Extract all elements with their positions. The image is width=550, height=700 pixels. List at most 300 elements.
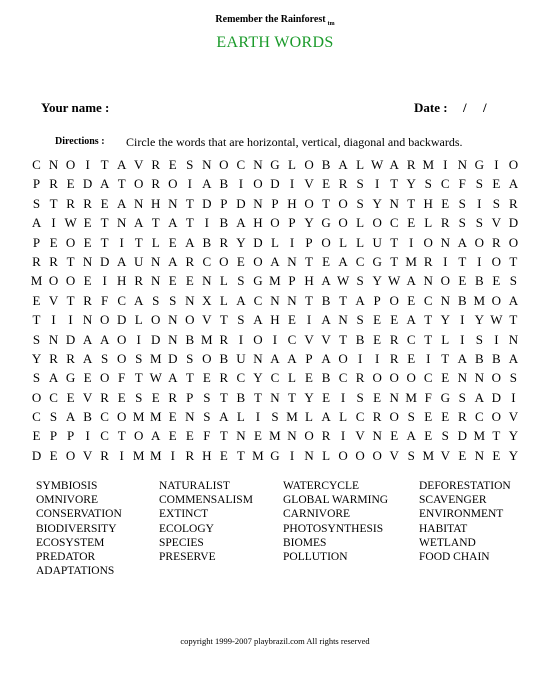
grid-letter[interactable]: C (100, 409, 109, 425)
grid-letter[interactable]: O (134, 428, 144, 444)
grid-letter[interactable]: S (356, 176, 364, 192)
grid-letter[interactable]: S (32, 370, 41, 386)
grid-letter[interactable]: H (304, 273, 314, 289)
grid-letter[interactable]: T (339, 292, 348, 308)
grid-letter[interactable]: E (83, 234, 92, 250)
grid-letter[interactable]: D (508, 215, 519, 231)
grid-letter[interactable]: T (49, 195, 58, 211)
grid-letter[interactable]: O (423, 234, 433, 250)
grid-letter[interactable]: C (389, 215, 399, 231)
grid-letter[interactable]: P (288, 273, 296, 289)
grid-letter[interactable]: I (460, 312, 465, 328)
grid-letter[interactable]: C (423, 370, 433, 386)
grid-letter[interactable]: M (30, 273, 43, 289)
grid-letter[interactable]: E (407, 350, 416, 366)
grid-letter[interactable]: I (357, 350, 363, 366)
grid-letter[interactable]: T (305, 253, 313, 269)
grid-letter[interactable]: Y (508, 428, 519, 444)
grid-letter[interactable]: I (170, 447, 175, 463)
grid-letter[interactable]: R (372, 409, 382, 425)
grid-letter[interactable]: W (388, 273, 401, 289)
grid-letter[interactable]: I (340, 389, 346, 405)
grid-letter[interactable]: O (389, 292, 399, 308)
grid-letter[interactable]: R (389, 331, 399, 347)
grid-letter[interactable]: I (460, 331, 465, 347)
grid-letter[interactable]: B (321, 292, 331, 308)
grid-letter[interactable]: O (372, 370, 382, 386)
grid-letter[interactable]: D (253, 234, 263, 250)
grid-letter[interactable]: C (474, 409, 484, 425)
grid-letter[interactable]: C (440, 176, 450, 192)
grid-letter[interactable]: O (99, 370, 110, 386)
grid-letter[interactable]: R (185, 253, 195, 269)
grid-letter[interactable]: O (253, 253, 263, 269)
grid-letter[interactable]: N (82, 253, 93, 269)
grid-letter[interactable]: S (101, 350, 109, 366)
grid-letter[interactable]: T (305, 292, 313, 308)
grid-letter[interactable]: L (236, 409, 245, 425)
grid-letter[interactable]: M (149, 409, 162, 425)
grid-letter[interactable]: H (253, 215, 263, 231)
grid-letter[interactable]: R (49, 253, 58, 269)
grid-letter[interactable]: E (100, 195, 109, 211)
grid-letter[interactable]: I (289, 234, 295, 250)
grid-letter[interactable]: I (426, 350, 431, 366)
grid-letter[interactable]: S (237, 273, 245, 289)
grid-letter[interactable]: S (492, 195, 500, 211)
grid-letter[interactable]: E (253, 428, 262, 444)
grid-letter[interactable]: R (440, 215, 450, 231)
grid-letter[interactable]: C (32, 409, 41, 425)
grid-letter[interactable]: R (83, 195, 92, 211)
grid-letter[interactable]: R (389, 350, 399, 366)
grid-letter[interactable]: N (440, 234, 450, 250)
grid-letter[interactable]: Y (406, 176, 416, 192)
grid-letter[interactable]: M (132, 447, 145, 463)
grid-letter[interactable]: O (151, 312, 161, 328)
grid-letter[interactable]: E (458, 447, 467, 463)
grid-letter[interactable]: I (136, 331, 141, 347)
grid-letter[interactable]: S (32, 331, 41, 347)
grid-letter[interactable]: N (474, 370, 485, 386)
grid-letter[interactable]: T (151, 215, 160, 231)
grid-letter[interactable]: C (423, 292, 433, 308)
grid-letter[interactable]: N (270, 389, 280, 405)
grid-letter[interactable]: A (99, 176, 110, 192)
grid-letter[interactable]: N (304, 447, 314, 463)
grid-letter[interactable]: Y (304, 389, 314, 405)
grid-letter[interactable]: O (134, 176, 144, 192)
grid-letter[interactable]: Y (372, 195, 382, 211)
grid-letter[interactable]: O (491, 370, 502, 386)
grid-letter[interactable]: D (168, 350, 178, 366)
grid-letter[interactable]: R (83, 292, 92, 308)
grid-letter[interactable]: C (202, 253, 212, 269)
grid-letter[interactable]: I (255, 409, 261, 425)
grid-letter[interactable]: O (116, 331, 127, 347)
grid-letter[interactable]: T (185, 370, 194, 386)
grid-letter[interactable]: T (66, 292, 75, 308)
grid-letter[interactable]: L (356, 215, 365, 231)
grid-letter[interactable]: I (51, 312, 56, 328)
grid-letter[interactable]: N (48, 157, 59, 172)
grid-letter[interactable]: S (424, 176, 432, 192)
grid-letter[interactable]: N (270, 292, 280, 308)
grid-letter[interactable]: V (491, 215, 502, 231)
grid-letter[interactable]: I (477, 195, 482, 211)
grid-letter[interactable]: E (185, 428, 194, 444)
grid-letter[interactable]: I (187, 176, 192, 192)
grid-letter[interactable]: W (149, 370, 162, 386)
grid-letter[interactable]: R (134, 273, 144, 289)
grid-letter[interactable]: M (405, 389, 417, 405)
grid-letter[interactable]: B (236, 389, 246, 405)
grid-letter[interactable]: E (492, 176, 501, 192)
grid-letter[interactable]: T (185, 195, 194, 211)
grid-letter[interactable]: I (119, 234, 124, 250)
grid-letter[interactable]: D (116, 312, 127, 328)
grid-letter[interactable]: A (168, 215, 178, 231)
grid-letter[interactable]: V (202, 312, 212, 328)
grid-letter[interactable]: N (202, 157, 212, 172)
grid-letter[interactable]: A (134, 292, 144, 308)
grid-letter[interactable]: T (134, 370, 143, 386)
grid-letter[interactable]: S (407, 447, 415, 463)
grid-letter[interactable]: O (491, 292, 502, 308)
grid-letter[interactable]: A (321, 273, 331, 289)
grid-letter[interactable]: O (31, 389, 42, 405)
grid-letter[interactable]: S (356, 312, 364, 328)
grid-letter[interactable]: L (424, 215, 433, 231)
grid-letter[interactable]: L (219, 273, 228, 289)
grid-letter[interactable]: N (389, 195, 399, 211)
grid-letter[interactable]: I (511, 389, 516, 405)
grid-letter[interactable]: F (118, 370, 126, 386)
grid-letter[interactable]: I (289, 176, 295, 192)
grid-letter[interactable]: M (132, 409, 145, 425)
grid-letter[interactable]: S (356, 389, 364, 405)
grid-letter[interactable]: A (508, 176, 519, 192)
grid-letter[interactable]: O (372, 215, 382, 231)
grid-letter[interactable]: S (271, 409, 279, 425)
grid-letter[interactable]: B (321, 370, 331, 386)
grid-letter[interactable]: A (508, 292, 519, 308)
grid-letter[interactable]: E (305, 370, 313, 386)
grid-letter[interactable]: N (389, 389, 399, 405)
grid-letter[interactable]: V (389, 447, 399, 463)
grid-letter[interactable]: N (287, 292, 297, 308)
grid-letter[interactable]: T (219, 312, 228, 328)
grid-letter[interactable]: G (440, 389, 450, 405)
grid-letter[interactable]: M (149, 447, 162, 463)
grid-letter[interactable]: A (82, 331, 93, 347)
grid-letter[interactable]: O (491, 253, 502, 269)
grid-letter[interactable]: A (219, 409, 229, 425)
grid-letter[interactable]: C (253, 292, 263, 308)
grid-letter[interactable]: E (219, 447, 228, 463)
grid-letter[interactable]: S (237, 312, 245, 328)
grid-letter[interactable]: C (49, 389, 58, 405)
grid-letter[interactable]: A (389, 157, 399, 172)
grid-letter[interactable]: E (373, 312, 382, 328)
grid-letter[interactable]: D (457, 428, 467, 444)
grid-letter[interactable]: B (355, 331, 365, 347)
grid-letter[interactable]: O (389, 409, 399, 425)
grid-letter[interactable]: O (168, 176, 178, 192)
grid-letter[interactable]: G (372, 253, 382, 269)
grid-letter[interactable]: G (270, 447, 280, 463)
grid-letter[interactable]: V (82, 389, 93, 405)
grid-letter[interactable]: F (458, 176, 466, 192)
grid-letter[interactable]: R (168, 389, 178, 405)
grid-letter[interactable]: A (82, 350, 93, 366)
grid-letter[interactable]: V (440, 447, 450, 463)
grid-letter[interactable]: I (306, 312, 312, 328)
grid-letter[interactable]: A (321, 350, 331, 366)
grid-letter[interactable]: N (168, 195, 178, 211)
grid-letter[interactable]: C (338, 370, 348, 386)
grid-letter[interactable]: B (219, 176, 229, 192)
grid-letter[interactable]: A (151, 428, 161, 444)
grid-letter[interactable]: P (49, 428, 58, 444)
grid-letter[interactable]: R (355, 370, 365, 386)
grid-letter[interactable]: G (270, 157, 280, 172)
grid-letter[interactable]: B (492, 350, 501, 366)
grid-letter[interactable]: N (457, 157, 467, 172)
grid-letter[interactable]: E (32, 292, 41, 308)
grid-letter[interactable]: R (100, 389, 109, 405)
grid-letter[interactable]: W (64, 215, 77, 231)
grid-letter[interactable]: N (338, 312, 348, 328)
grid-letter[interactable]: R (406, 157, 416, 172)
grid-letter[interactable]: E (424, 409, 433, 425)
grid-letter[interactable]: E (168, 428, 177, 444)
grid-letter[interactable]: S (509, 370, 517, 386)
grid-letter[interactable]: A (406, 273, 416, 289)
grid-letter[interactable]: O (65, 447, 76, 463)
grid-letter[interactable]: V (134, 157, 144, 172)
grid-letter[interactable]: A (406, 428, 416, 444)
grid-letter[interactable]: C (270, 370, 280, 386)
grid-letter[interactable]: E (441, 370, 450, 386)
grid-letter[interactable]: I (443, 253, 448, 269)
grid-letter[interactable]: L (356, 157, 365, 172)
grid-letter[interactable]: F (424, 389, 432, 405)
grid-letter[interactable]: E (407, 215, 416, 231)
grid-letter[interactable]: I (85, 157, 90, 172)
grid-letter[interactable]: T (339, 331, 348, 347)
grid-letter[interactable]: E (373, 331, 382, 347)
grid-letter[interactable]: O (508, 234, 519, 250)
grid-letter[interactable]: Y (372, 273, 382, 289)
grid-letter[interactable]: G (65, 370, 76, 386)
grid-letter[interactable]: E (236, 253, 245, 269)
grid-letter[interactable]: O (270, 215, 280, 231)
grid-letter[interactable]: A (202, 176, 212, 192)
grid-letter[interactable]: O (355, 447, 365, 463)
grid-letter[interactable]: N (82, 312, 93, 328)
grid-letter[interactable]: F (101, 292, 109, 308)
grid-letter[interactable]: E (288, 312, 296, 328)
grid-letter[interactable]: P (288, 215, 296, 231)
grid-letter[interactable]: A (287, 350, 297, 366)
grid-letter[interactable]: T (407, 195, 416, 211)
grid-letter[interactable]: L (441, 331, 450, 347)
grid-letter[interactable]: T (441, 350, 450, 366)
grid-letter[interactable]: T (253, 389, 262, 405)
grid-letter[interactable]: A (116, 157, 127, 172)
grid-letter[interactable]: S (458, 389, 466, 405)
grid-letter[interactable]: R (219, 234, 229, 250)
grid-letter[interactable]: C (117, 292, 126, 308)
grid-letter[interactable]: C (100, 428, 109, 444)
grid-letter[interactable]: O (389, 370, 399, 386)
grid-letter[interactable]: O (253, 176, 263, 192)
grid-letter[interactable]: T (219, 389, 228, 405)
grid-letter[interactable]: E (168, 273, 177, 289)
grid-letter[interactable]: A (321, 409, 331, 425)
grid-letter[interactable]: S (356, 273, 364, 289)
grid-letter[interactable]: I (238, 176, 244, 192)
grid-letter[interactable]: M (286, 409, 298, 425)
grid-letter[interactable]: O (440, 273, 450, 289)
grid-letter[interactable]: A (48, 370, 59, 386)
grid-letter[interactable]: T (288, 389, 296, 405)
grid-letter[interactable]: T (185, 215, 194, 231)
grid-letter[interactable]: S (509, 273, 517, 289)
grid-letter[interactable]: A (236, 215, 246, 231)
grid-letter[interactable]: A (457, 234, 467, 250)
grid-letter[interactable]: Y (31, 350, 42, 366)
grid-letter[interactable]: A (253, 312, 263, 328)
grid-letter[interactable]: I (68, 312, 73, 328)
grid-letter[interactable]: M (422, 157, 435, 172)
grid-letter[interactable]: B (185, 331, 195, 347)
grid-letter[interactable]: T (100, 157, 109, 172)
grid-letter[interactable]: S (458, 215, 466, 231)
grid-letter[interactable]: N (185, 292, 195, 308)
grid-letter[interactable]: O (202, 350, 212, 366)
grid-letter[interactable]: H (151, 195, 161, 211)
grid-letter[interactable]: T (117, 428, 126, 444)
grid-letter[interactable]: U (134, 253, 144, 269)
grid-letter[interactable]: O (491, 409, 502, 425)
grid-letter[interactable]: E (168, 157, 177, 172)
grid-letter[interactable]: I (204, 215, 209, 231)
grid-letter[interactable]: P (66, 428, 75, 444)
grid-letter[interactable]: E (424, 428, 433, 444)
grid-letter[interactable]: M (269, 428, 281, 444)
grid-letter[interactable]: S (441, 428, 449, 444)
grid-letter[interactable]: S (203, 389, 211, 405)
grid-letter[interactable]: G (474, 157, 485, 172)
grid-letter[interactable]: O (474, 234, 485, 250)
grid-letter[interactable]: O (99, 312, 110, 328)
grid-letter[interactable]: Y (304, 215, 314, 231)
grid-letter[interactable]: N (202, 273, 212, 289)
grid-letter[interactable]: U (236, 350, 246, 366)
grid-letter[interactable]: T (390, 176, 399, 192)
grid-letter[interactable]: A (355, 292, 365, 308)
grid-letter[interactable]: I (443, 157, 448, 172)
grid-letter[interactable]: N (508, 331, 519, 347)
grid-letter[interactable]: R (338, 176, 348, 192)
grid-letter[interactable]: B (83, 409, 92, 425)
grid-letter[interactable]: A (406, 312, 416, 328)
grid-letter[interactable]: X (202, 292, 212, 308)
grid-letter[interactable]: O (406, 370, 416, 386)
grid-letter[interactable]: N (134, 195, 144, 211)
grid-letter[interactable]: W (371, 157, 384, 172)
grid-letter[interactable]: R (66, 350, 75, 366)
grid-letter[interactable]: A (116, 195, 127, 211)
grid-letter[interactable]: D (236, 195, 246, 211)
grid-letter[interactable]: F (203, 428, 211, 444)
grid-letter[interactable]: T (236, 447, 245, 463)
grid-letter[interactable]: R (457, 409, 467, 425)
grid-letter[interactable]: T (424, 312, 433, 328)
grid-letter[interactable]: N (287, 253, 297, 269)
grid-letter[interactable]: E (168, 409, 177, 425)
grid-letter[interactable]: L (305, 409, 313, 425)
grid-letter[interactable]: D (270, 176, 280, 192)
grid-letter[interactable]: A (65, 409, 76, 425)
grid-letter[interactable]: T (117, 176, 126, 192)
grid-letter[interactable]: I (289, 447, 295, 463)
grid-letter[interactable]: P (32, 176, 41, 192)
grid-letter[interactable]: E (66, 389, 75, 405)
grid-letter[interactable]: O (372, 447, 382, 463)
grid-letter[interactable]: A (321, 312, 331, 328)
grid-letter[interactable]: M (473, 292, 486, 308)
grid-letter[interactable]: E (151, 389, 160, 405)
grid-letter[interactable]: S (135, 389, 143, 405)
grid-letter[interactable]: B (202, 234, 212, 250)
grid-letter[interactable]: N (457, 370, 467, 386)
grid-letter[interactable]: O (304, 428, 314, 444)
grid-letter[interactable]: M (149, 350, 162, 366)
grid-letter[interactable]: R (151, 157, 161, 172)
grid-letter[interactable]: E (202, 370, 211, 386)
grid-letter[interactable]: N (474, 447, 485, 463)
grid-letter[interactable]: A (168, 370, 178, 386)
grid-letter[interactable]: E (185, 273, 194, 289)
grid-letter[interactable]: O (338, 215, 348, 231)
grid-letter[interactable]: A (116, 253, 127, 269)
grid-letter[interactable]: N (423, 273, 433, 289)
grid-letter[interactable]: D (65, 331, 76, 347)
grid-letter[interactable]: E (322, 389, 331, 405)
grid-letter[interactable]: O (253, 331, 263, 347)
grid-letter[interactable]: R (49, 176, 58, 192)
grid-letter[interactable]: I (374, 176, 380, 192)
grid-letter[interactable]: N (253, 350, 263, 366)
grid-letter[interactable]: N (287, 428, 297, 444)
grid-letter[interactable]: D (151, 331, 161, 347)
grid-letter[interactable]: V (355, 428, 365, 444)
grid-letter[interactable]: H (423, 195, 433, 211)
grid-letter[interactable]: G (253, 273, 263, 289)
grid-letter[interactable]: I (494, 331, 499, 347)
grid-letter[interactable]: W (336, 273, 350, 289)
grid-letter[interactable]: N (151, 273, 161, 289)
grid-letter[interactable]: O (116, 409, 127, 425)
grid-letter[interactable]: T (390, 253, 399, 269)
grid-letter[interactable]: V (508, 409, 519, 425)
grid-letter[interactable]: R (32, 253, 41, 269)
grid-letter[interactable]: N (253, 195, 263, 211)
grid-letter[interactable]: A (134, 215, 144, 231)
